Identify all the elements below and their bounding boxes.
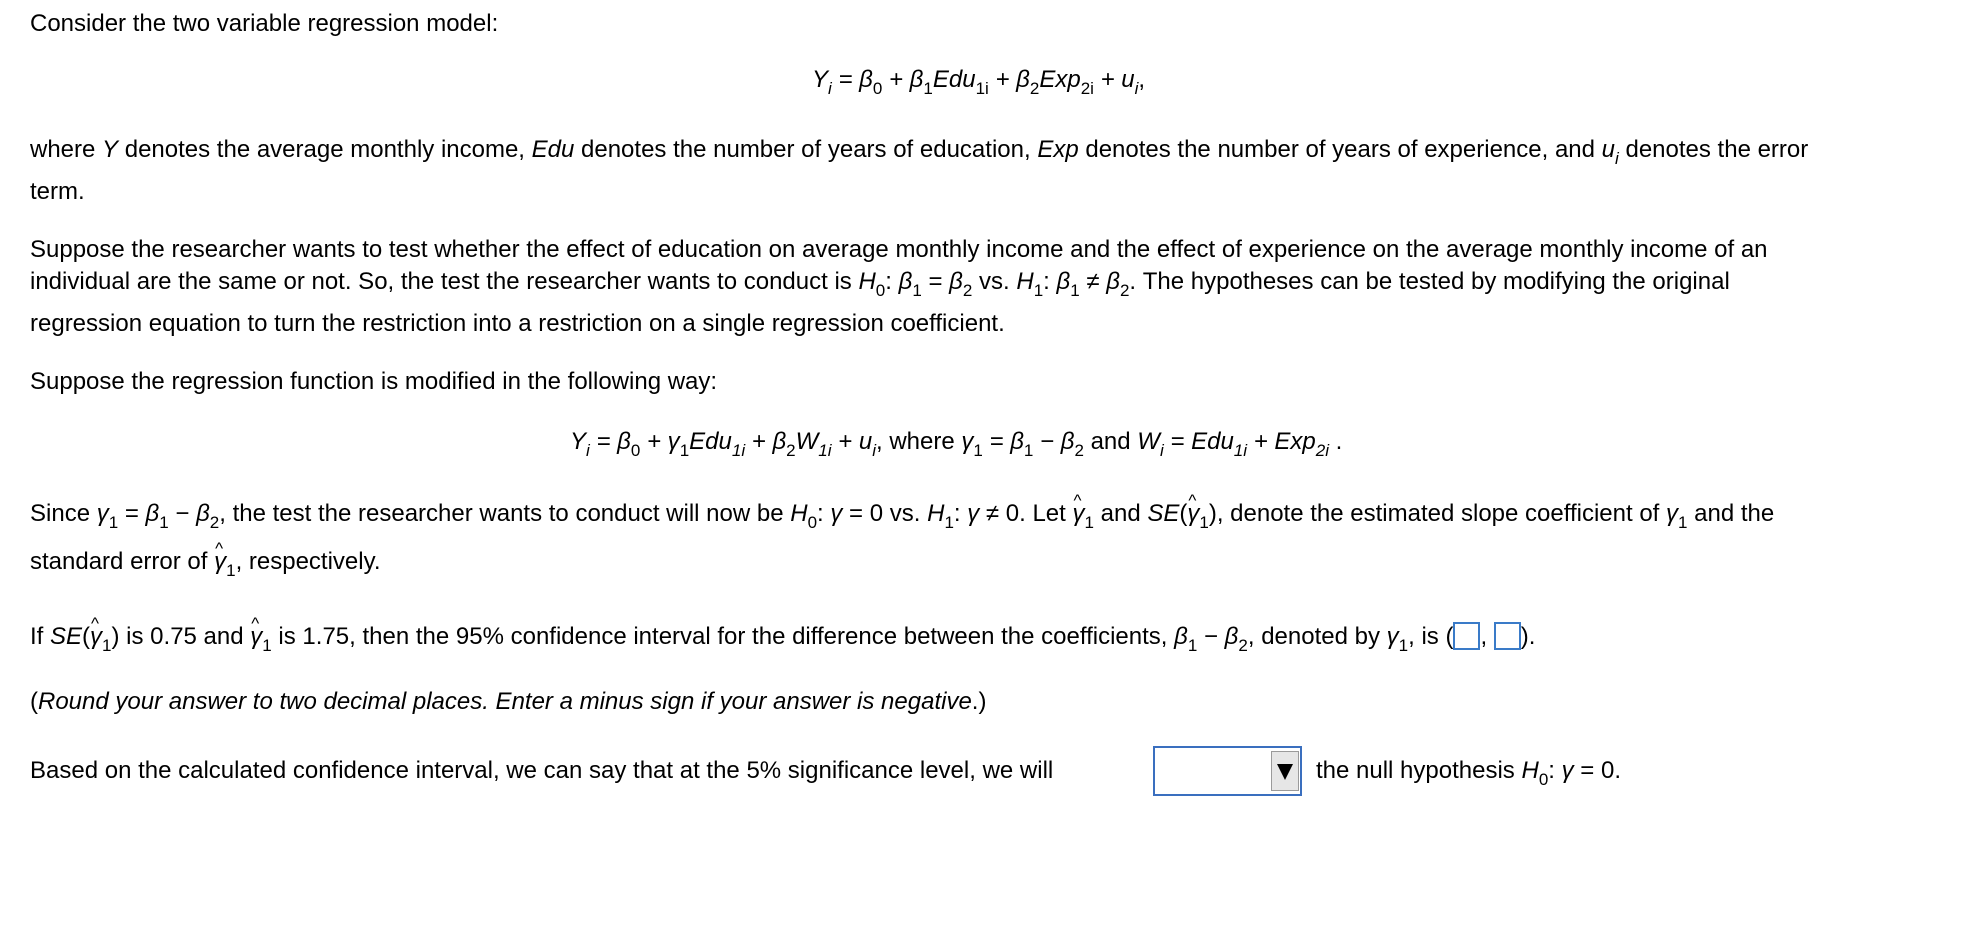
variable-definition-line2: term. bbox=[30, 178, 85, 205]
test-restatement-line2: standard error of ^ $\gamma_1$, respectively. bbox=[30, 548, 381, 576]
rounding-instruction: (Round your answer to two decimal places. Enter a minus sign if your answer is negative.) bbox=[30, 688, 987, 715]
gamma-hat-value: 1.75 bbox=[302, 623, 350, 650]
confidence-interval-question: If SE(^ $\gamma_1$) is 0.75 and ^ $\gamma_1$ is 1.75, then the 95% confidence interval for the difference between the coefficients, $\beta_1 - \beta_2$, denoted by $\gamma_1$, is ( , ). bbox=[30, 622, 1535, 651]
ci-upper-input[interactable] bbox=[1494, 622, 1521, 650]
dropdown-arrow-icon[interactable] bbox=[1271, 751, 1299, 791]
hypothesis-paragraph-line1: Suppose the researcher wants to test whether the effect of education on average monthly income and the effect of experience on the average monthly income of an bbox=[30, 236, 1768, 263]
modification-intro: Suppose the regression function is modified in the following way: bbox=[30, 368, 718, 395]
test-restatement-line1: Since $\gamma_1 = \beta_1 - \beta_2$, the test the researcher wants to conduct will now be $H_0$: γ = 0 vs. $H_1$: γ ≠ 0. Let ^ $\gamma_1$ and SE(^ $\gamma_1$), denote the estimated slope coefficient of $\gamma_1$ and the bbox=[30, 500, 1774, 528]
hypothesis-paragraph-line3: regression equation to turn the restriction into a restriction on a single regression coefficient. bbox=[30, 310, 1005, 337]
hypothesis-paragraph-line2: individual are the same or not. So, the test the researcher wants to conduct is $H_0$: $\beta_1 = \beta_2$ vs. $H_1$: $\beta_1 \ne \beta_2$. The hypotheses can be tested by modifying the original bbox=[30, 268, 1730, 300]
conclusion-before: Based on the calculated confidence interval, we can say that at the 5% significance level, we will bbox=[30, 757, 1054, 784]
variable-definition: where Y denotes the average monthly income, Edu denotes the number of years of education, Exp denotes the number of years of experience, and $u_i$ denotes the error bbox=[30, 136, 1809, 168]
conclusion-after: the null hypothesis $H_0$: γ = 0. bbox=[1316, 757, 1621, 789]
se-value: 0.75 bbox=[150, 623, 197, 650]
regression-equation: $Y_i = \beta_0 + \beta_1Edu_{1i} + \beta_2Exp_{2i} + u_i$, bbox=[812, 66, 1146, 98]
modified-equation: $Y_i = \beta_0 + \gamma_1Edu_{1i} + \beta_2W_{1i} + u_i$, where $\gamma_1 = \beta_1 - \beta_2$ and $W_i = Edu_{1i} + Exp_{2i}$ . bbox=[570, 428, 1343, 460]
decision-dropdown[interactable] bbox=[1153, 746, 1302, 796]
ci-lower-input[interactable] bbox=[1453, 622, 1480, 650]
intro-text: Consider the two variable regression model: bbox=[30, 10, 499, 37]
